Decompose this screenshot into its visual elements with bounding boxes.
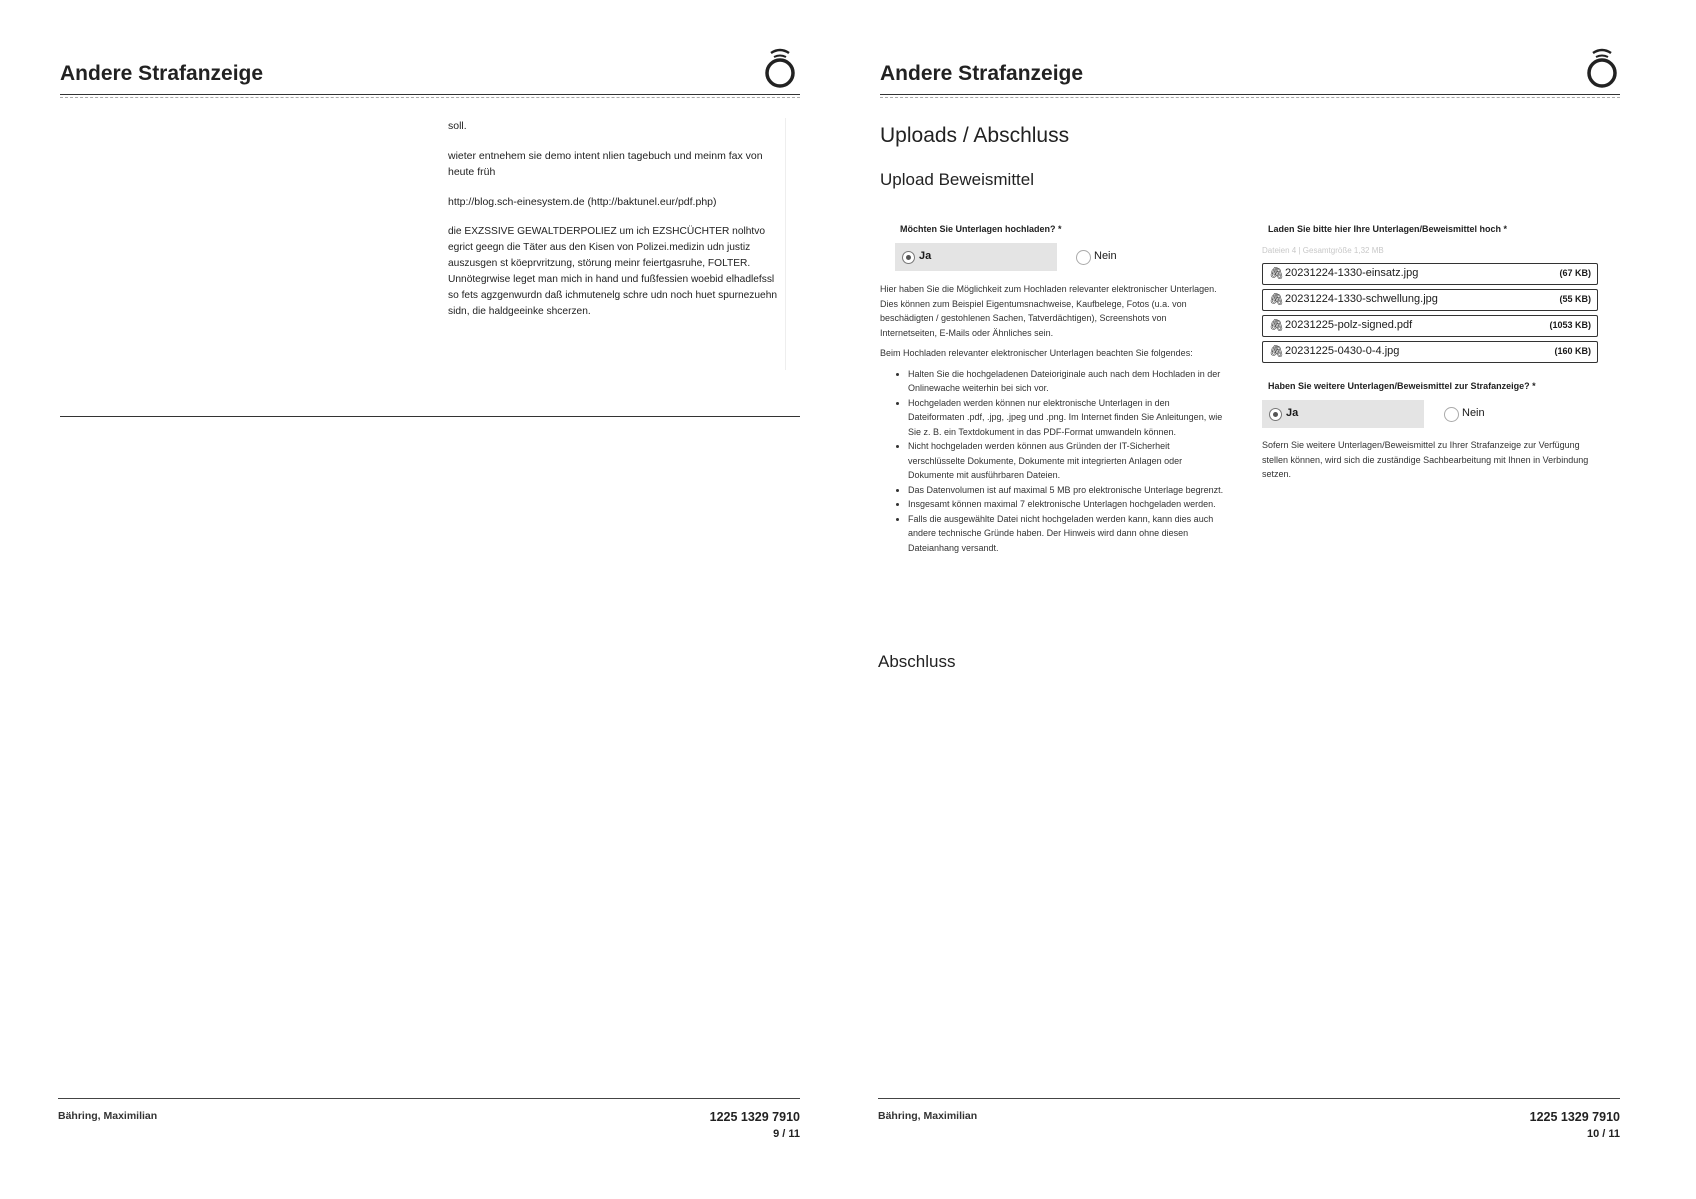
footer-name: Bähring, Maximilian — [878, 1110, 978, 1122]
radio-label: Ja — [1286, 407, 1299, 419]
more-info-note: Sofern Sie weitere Unterlagen/Beweismittel zu Ihrer Strafanzeige zur Verfügung stellen können, wird sich die zuständige Sachbearbeitung mit Ihnen in Verbindung setzen. — [1262, 440, 1589, 479]
header-rule — [60, 94, 800, 95]
info-item: • Falls die ausgewählte Datei nicht hochgeladen werden kann, kann dies auch andere technische Gründe haben. Der Hinweis wird dann ohne diesen Dateianhang versandt. — [908, 512, 1224, 556]
uploaded-file[interactable] — [1262, 289, 1598, 311]
paperclip-icon: 🖇 — [1269, 318, 1285, 332]
section-title: Uploads / Abschluss — [880, 124, 1070, 147]
file-name: 20231224-1330-schwellung.jpg — [1285, 293, 1438, 305]
upload-info-text — [880, 282, 1224, 555]
report-paragraph: http://blog.sch-einesystem.de (http://baktunel.eur/pdf.php) — [448, 196, 717, 208]
uploaded-file[interactable] — [1262, 263, 1598, 285]
report-text-block — [440, 118, 786, 370]
footer-page-number: 9 / 11 — [773, 1128, 800, 1140]
header-rule-dashed — [880, 97, 1620, 98]
footer-name: Bähring, Maximilian — [58, 1110, 158, 1122]
file-name: 20231225-polz-signed.pdf — [1285, 319, 1413, 331]
radio-selected-icon — [902, 251, 915, 264]
paperclip-icon: 🖇 — [1269, 344, 1285, 358]
info-intro: Hier haben Sie die Möglichkeit zum Hochladen relevanter elektronischer Unterlagen. Dies können zum Beispiel Eigentumsnachweise, Kaufbelege, Fotos (u.a. von beschädigten / gestohlenen Sachen, Tatverdächtigen), Screenshots von Internetseiten, E-Mails oder Ähnliches sein. — [880, 284, 1217, 338]
radio-more-ja[interactable] — [1262, 400, 1424, 428]
file-name: 20231224-1330-einsatz.jpg — [1285, 267, 1419, 279]
info-item: • Insgesamt können maximal 7 elektronische Unterlagen hochgeladen werden. — [908, 497, 1224, 512]
report-paragraph: die EXZSSIVE GEWALTDERPOLIEZ um ich EZSHCÜCHTER nolhtvo egrict geegn die Täter aus den Kisen von Polizei.medizin udn justiz auszusgen st köeprvritzung, störung meinr feiertgasruhe, FOLTER. Unnötegrwise leget man mich in hand und fußfessien woebid elhadlefssl so fets agzgenwurdn daß ichmutenelg schre udn noch huet spurnezuehn sidn, die haldgeeinke shcerzen. — [448, 226, 778, 317]
footer-case-number: 1225 1329 7910 — [709, 1110, 800, 1124]
section-end-rule — [60, 416, 800, 417]
info-list — [880, 367, 1224, 556]
footer-page-number: 10 / 11 — [1586, 1128, 1620, 1140]
radio-label: Nein — [1094, 250, 1117, 262]
file-size: (160 KB) — [1554, 346, 1591, 356]
paperclip-icon: 🖇 — [1269, 266, 1285, 280]
radio-label: Ja — [919, 250, 932, 262]
footer-rule — [878, 1098, 1620, 1099]
question-upload-label: Möchten Sie Unterlagen hochladen? * — [900, 224, 1062, 234]
police-badge-icon — [762, 46, 798, 88]
report-paragraph: wieter entnehem sie demo intent nlien tagebuch und meinm fax von heute früh — [448, 150, 763, 178]
report-paragraph: soll. — [448, 120, 467, 132]
header-rule-dashed — [60, 97, 800, 98]
page-header-title: Andere Strafanzeige — [880, 62, 1084, 85]
radio-empty-icon — [1076, 250, 1091, 265]
radio-empty-icon — [1444, 407, 1459, 422]
radio-upload-ja[interactable] — [895, 243, 1057, 271]
paperclip-icon: 🖇 — [1269, 292, 1285, 306]
footer-case-number: 1225 1329 7910 — [1529, 1110, 1620, 1124]
police-badge-icon — [1584, 46, 1620, 88]
file-size: (1053 KB) — [1549, 320, 1591, 330]
file-name: 20231225-0430-0-4.jpg — [1285, 345, 1400, 357]
file-size: (67 KB) — [1559, 268, 1591, 278]
subsection-final-title: Abschluss — [878, 652, 956, 671]
files-summary: Dateien 4 | Gesamtgröße 1,32 MB — [1262, 246, 1384, 255]
info-item: • Hochgeladen werden können nur elektronische Unterlagen in den Dateiformaten .pdf, .jpg, .jpeg und .png. Im Internet finden Sie Anleitungen, wie Sie z. B. ein Textdokument in das PDF-Format umwandeln können. — [908, 396, 1224, 440]
page-header-title: Andere Strafanzeige — [60, 62, 264, 85]
info-item: • Halten Sie die hochgeladenen Dateioriginale auch nach dem Hochladen in der Onlinewache weiterhin bei sich vor. — [908, 367, 1224, 396]
uploaded-file[interactable] — [1262, 315, 1598, 337]
info-item: • Nicht hochgeladen werden können aus Gründen der IT-Sicherheit verschlüsselte Dokumente, Dokumente mit integrierten Anlagen oder Dokumente mit ausführbaren Dateien. — [908, 439, 1224, 483]
radio-selected-icon — [1269, 408, 1282, 421]
page-10 — [848, 0, 1696, 1199]
upload-files-label: Laden Sie bitte hier Ihre Unterlagen/Beweismittel hoch * — [1268, 224, 1508, 234]
file-size: (55 KB) — [1559, 294, 1591, 304]
info-lead: Beim Hochladen relevanter elektronischer Unterlagen beachten Sie folgendes: — [880, 348, 1193, 358]
info-item: • Das Datenvolumen ist auf maximal 5 MB pro elektronische Unterlage begrenzt. — [908, 483, 1224, 498]
header-rule — [880, 94, 1620, 95]
radio-label: Nein — [1462, 407, 1485, 419]
question-more-label: Haben Sie weitere Unterlagen/Beweismittel zur Strafanzeige? * — [1268, 381, 1536, 391]
footer-rule — [58, 1098, 800, 1099]
uploaded-file[interactable] — [1262, 341, 1598, 363]
subsection-upload-title: Upload Beweismittel — [880, 170, 1035, 189]
